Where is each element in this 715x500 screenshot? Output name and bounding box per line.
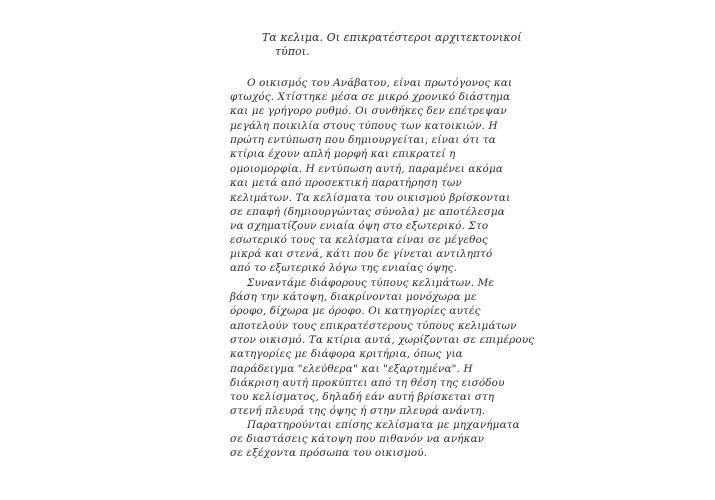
body-line: παράδειγμα "ελεύθερα" και "εξαρτημένα". Η [230,363,473,375]
body-line: Ο οικισμός του Ανάβατου, είναι πρωτόγονος και [247,77,513,89]
body-line: πρώτη εντύπωση που δημιουργείται, είναι ότι τα [230,134,496,146]
body-line: κατηγορίες με διάφορα κριτήρια, όπως για [230,348,463,360]
body-line: από το εξωτερικό λόγω της ενιαίας όψης. [230,262,458,274]
body-line: κτίρια έχουν απλή μορφή και επικρατεί η [230,148,456,160]
body-line: στενή πλευρά της όψης ή στην πλευρά ανάντη. [230,405,486,417]
body-line: κελιμάτων. Τα κελίσματα του οικισμού βρίσκονται [230,192,511,204]
body-line: σε εξέχοντα πρόσωπα του οικισμού. [230,447,428,459]
body-line: σε διαστάσεις κάτοψη που πιθανόν να ανήκαν [230,433,485,445]
body-line: φτωχός. Χτίστηκε μέσα σε μικρό χρονικό διάστημα [230,91,511,103]
body-line: ομοιομορφία. Η εντύπωση αυτή, παραμένει ακόμα [230,163,504,175]
body-line: εσωτερικό τους τα κελίσματα είναι σε μέγεθος [230,234,488,246]
body-line: βάση την κάτοψη, διακρίνονται μονόχωρα με [230,291,477,303]
body-line: του κελίσματος, δηλαδή εάν αυτή βρίσκεται στη [230,391,495,403]
body-line: διάκριση αυτή προκύπτει από τη θέση της εισόδου [230,377,505,389]
body-line: Παρατηρούνται επίσης κελίσματα με μηχανήματα [247,419,520,431]
title-line-1: Τα κελιμα. Οι επικρατέστεροι αρχιτεκτονικοί [262,31,522,44]
body-line: αποτελούν τους επικρατέστερους τύπους κελιμάτων [230,320,517,332]
body-line: όροφο, δίχωρα με όροφο. Οι κατηγορίες αυτές [230,305,481,317]
body-line: να σχηματίζουν ενιαία όψη στο εξωτερικό. Στο [230,220,489,232]
body-line: και με γρήγορο ρυθμό. Οι συνθήκες δεν επέτρεψαν [230,105,507,117]
body-line: μικρά και στενά, κάτι που δε γίνεται αντιληπτό [230,248,493,260]
body-line: σε επαφή (δημιουργώντας σύνολα) με αποτέλεσμα [230,206,505,218]
body-line: στον οικισμό. Τα κτίρια αυτά, χωρίζονται σε επιμέρους [230,334,535,346]
body-line: Συναντάμε διάφορους τύπους κελιμάτων. Με [247,277,495,289]
body-line: και μετά από προσεκτική παρατήρηση των [230,177,462,189]
body-line: μεγάλη ποικιλία στους τύπους των κατοικιών. Η [230,120,498,132]
title-line-2: τύποι. [275,45,310,58]
